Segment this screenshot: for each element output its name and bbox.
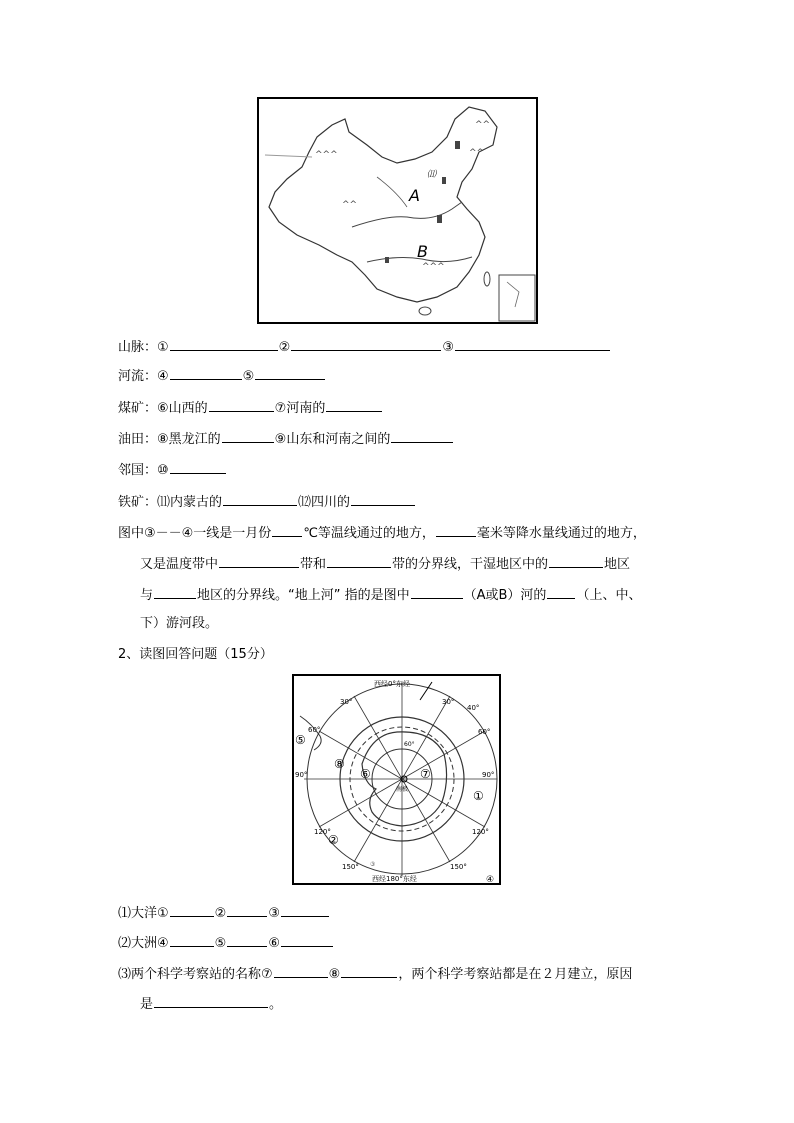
answer-blank-zone-1[interactable] [219, 553, 299, 568]
map2-deg-150-left: 150° [342, 863, 359, 871]
answer-blank-mountain-2[interactable] [291, 336, 441, 351]
antarctica-map [292, 674, 502, 886]
continent-num-4: ④ [157, 936, 169, 951]
stations-line [118, 963, 632, 985]
continents-label: ⑵大洲 [118, 936, 158, 951]
oil-line [118, 428, 454, 450]
answer-blank-ocean-1[interactable] [170, 902, 214, 917]
map2-deg-40: 40° [467, 704, 480, 712]
svg-text:^^: ^^ [469, 148, 485, 158]
ocean-num-2: ② [214, 906, 227, 921]
iron-12-text: ⑿四川的 [298, 495, 351, 510]
ocean-num-3: ③ [268, 906, 280, 921]
answer-blank-iron-12[interactable] [351, 491, 415, 506]
oceans-line [118, 902, 330, 924]
para-text-11: （上、中、 [576, 588, 642, 603]
para-line-1 [118, 522, 646, 544]
map2-deg-30-left: 30° [340, 698, 353, 706]
answer-blank-continent-4[interactable] [170, 932, 214, 947]
para-text-12: 下）游河段。 [140, 616, 219, 631]
para-text-10: （A或B）河的 [463, 588, 547, 603]
svg-text:^^: ^^ [475, 120, 491, 130]
answer-blank-continent-6[interactable] [281, 932, 333, 947]
china-map-figure [257, 97, 539, 325]
para-text-4: 又是温度带中 [140, 557, 219, 572]
ocean-num-1: ① [157, 906, 169, 921]
para-text-3: 毫米等降水量线通过的地方， [476, 526, 646, 541]
map2-deg-30-right: 30° [442, 698, 455, 706]
answer-blank-neighbor-10[interactable] [170, 459, 226, 474]
answer-blank-ab[interactable] [411, 584, 463, 599]
answer-blank-river-5[interactable] [255, 365, 325, 380]
answer-blank-section[interactable] [547, 584, 575, 599]
svg-text:^^: ^^ [342, 200, 358, 210]
blank-num-4: ④ [157, 369, 169, 384]
map2-bottom-label: 西经180°东经 [372, 875, 417, 883]
coal-label: 煤矿： [118, 401, 158, 416]
stations-question-text: ，两个科学考察站都是在２月建立，原因 [398, 967, 633, 982]
blank-num-5: ⑤ [242, 369, 255, 384]
para-text-1: 图中③－－④一线是一月份 [118, 526, 272, 541]
answer-blank-coal-7[interactable] [326, 397, 382, 412]
para-text-2: ℃等温线通过的地方， [303, 526, 435, 541]
oceans-label: ⑴大洋 [118, 906, 158, 921]
answer-blank-precip[interactable] [436, 522, 476, 537]
answer-blank-ocean-3[interactable] [281, 902, 329, 917]
map2-deg-60-center: 60° [404, 741, 415, 748]
iron-line [118, 491, 416, 513]
map-label-11: ⑾ [427, 170, 437, 180]
map2-deg-120-left: 120° [314, 828, 331, 836]
coal-7-text: ⑦河南的 [274, 401, 326, 416]
map2-label-3: ③ [370, 861, 376, 868]
svg-text:^^^: ^^^ [422, 262, 445, 272]
para-text-7: 地区 [604, 557, 631, 572]
para-text-5: 带和 [300, 557, 327, 572]
iron-11-text: ⑾内蒙古的 [157, 495, 223, 510]
map2-label-6: ⑥ [360, 767, 371, 781]
map2-deg-60-left: 60° [308, 726, 321, 734]
mountains-line [118, 336, 611, 358]
map-label-b: B [417, 242, 428, 261]
answer-blank-ocean-2[interactable] [227, 902, 267, 917]
antarctica-map-figure [292, 674, 502, 886]
station-num-8: ⑧ [328, 967, 341, 982]
oil-9-text: ⑨山东和河南之间的 [274, 432, 391, 447]
neighbor-label: 邻国： [118, 463, 158, 478]
blank-num-2: ② [278, 340, 291, 355]
map2-label-1: ① [473, 789, 484, 803]
para-line-2 [140, 553, 630, 575]
answer-blank-station-7[interactable] [274, 963, 328, 978]
mountains-label: 山脉： [118, 340, 158, 355]
map2-label-4: ④ [486, 875, 495, 885]
stations-line-2 [140, 993, 282, 1015]
blank-num-10: ⑩ [157, 463, 169, 478]
answer-blank-river-4[interactable] [170, 365, 242, 380]
svg-text:^^^: ^^^ [315, 150, 338, 160]
china-map [257, 97, 539, 325]
stations-is-text: 是 [140, 997, 154, 1012]
answer-blank-continent-5[interactable] [227, 932, 267, 947]
para-text-8: 与 [140, 588, 154, 603]
answer-blank-mountain-3[interactable] [455, 336, 610, 351]
stations-label: ⑶两个科学考察站的名称⑦ [118, 967, 273, 982]
map2-top-label: 西经0°东经 [374, 680, 410, 688]
answer-blank-mountain-1[interactable] [170, 336, 278, 351]
para-text-6: 带的分界线，干湿地区中的 [392, 557, 549, 572]
answer-blank-iron-11[interactable] [223, 491, 297, 506]
map2-label-8: ⑧ [334, 757, 345, 771]
oil-label: 油田： [118, 432, 158, 447]
para-text-9: 地区的分界线。“地上河” 指的是图中 [197, 588, 410, 603]
answer-blank-region-2[interactable] [154, 584, 196, 599]
q2-title-text: 2、读图回答问题（15分） [118, 647, 273, 662]
coal-line [118, 397, 383, 419]
map2-label-2: ② [328, 833, 339, 847]
oil-8-text: ⑧黑龙江的 [157, 432, 221, 447]
continents-line [118, 932, 334, 954]
stations-end-text: 。 [269, 997, 283, 1012]
neighbor-line [118, 459, 227, 481]
answer-blank-temp[interactable] [272, 522, 302, 537]
rivers-label: 河流： [118, 369, 158, 384]
para-line-3 [140, 584, 641, 606]
map2-deg-90-right: 90° [482, 771, 495, 779]
map2-pole-label: 南极 [396, 786, 409, 793]
map2-deg-60-right: 60° [478, 728, 491, 736]
map2-label-7: ⑦ [420, 767, 431, 781]
rivers-line [118, 365, 326, 387]
answer-blank-oil-9[interactable] [391, 428, 453, 443]
map2-deg-90-left: 90° [295, 771, 308, 779]
answer-blank-oil-8[interactable] [222, 428, 274, 443]
answer-blank-coal-6[interactable] [209, 397, 274, 412]
answer-blank-region-1[interactable] [549, 553, 603, 568]
blank-num-3: ③ [442, 340, 454, 355]
blank-num-1: ① [157, 340, 169, 355]
map2-deg-120-right: 120° [472, 828, 489, 836]
continent-num-5: ⑤ [214, 936, 227, 951]
map-label-a: A [409, 186, 420, 205]
iron-label: 铁矿： [118, 495, 158, 510]
q2-title [118, 645, 273, 665]
continent-num-6: ⑥ [268, 936, 280, 951]
map2-label-5: ⑤ [295, 733, 306, 747]
map2-deg-150-right: 150° [450, 863, 467, 871]
para-line-4 [140, 614, 218, 634]
coal-6-text: ⑥山西的 [157, 401, 208, 416]
answer-blank-reason[interactable] [154, 993, 268, 1008]
answer-blank-zone-2[interactable] [327, 553, 391, 568]
answer-blank-station-8[interactable] [341, 963, 397, 978]
